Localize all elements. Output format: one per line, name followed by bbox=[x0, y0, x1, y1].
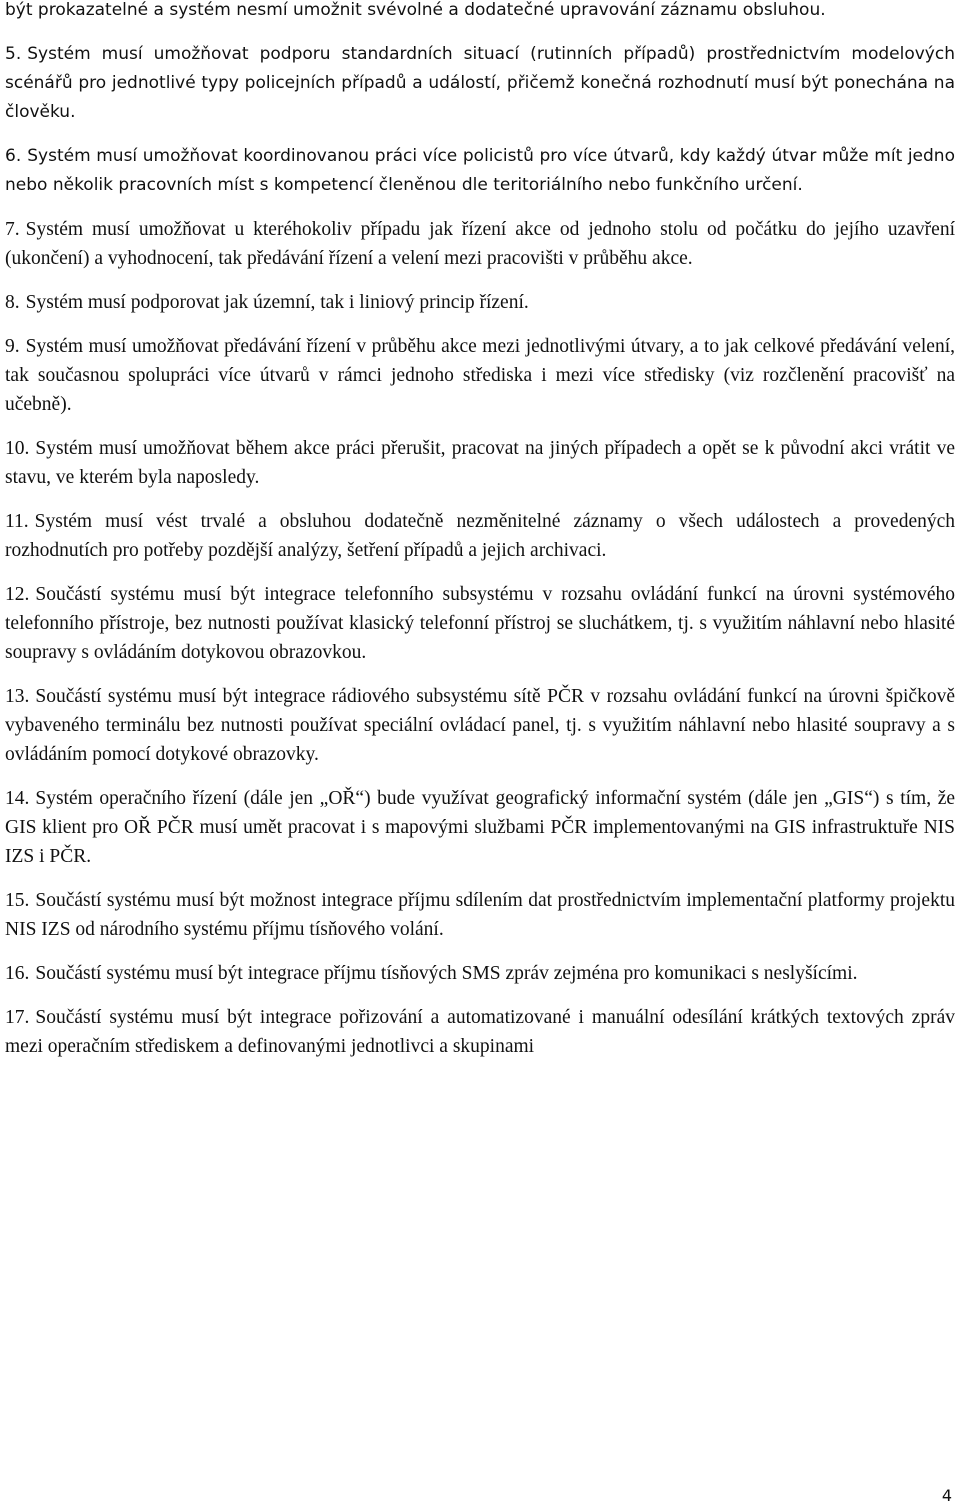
paragraph-text: být prokazatelné a systém nesmí umožnit svévolné a dodatečné upravování záznamu obsluhou. bbox=[5, 0, 826, 20]
paragraph-item-10 bbox=[5, 434, 955, 492]
paragraph-text: Součástí systému musí být integrace telefonního subsystému v rozsahu ovládání funkcí na úrovni systémového telefonního přístroje, bez nutnosti používat klasický telefonní přístroj se sluchátkem, tj. s využitím náhlavní nebo hlasité soupravy s ovládáním dotykovou obrazovkou. bbox=[5, 584, 955, 663]
paragraph-item-9 bbox=[5, 332, 955, 419]
paragraph-number: 13. bbox=[5, 686, 30, 707]
paragraph-item-7 bbox=[5, 215, 955, 273]
paragraph-text: Součástí systému musí být integrace pořizování a automatizované i manuální odesílání krátkých textových zpráv mezi operačním střediskem a definovanými jednotlivci a skupinami bbox=[5, 1007, 955, 1057]
paragraph-text: Systém musí podporovat jak územní, tak i liniový princip řízení. bbox=[25, 292, 529, 313]
paragraph-item-15 bbox=[5, 886, 955, 944]
paragraph-number: 15. bbox=[5, 890, 30, 911]
paragraph-continuation bbox=[5, 0, 955, 25]
paragraph-text: Systém musí umožňovat podporu standardních situací (rutinních případů) prostřednictvím modelových scénářů pro jednotlivé typy policejních případů a událostí, přičemž konečná rozhodnutí musí být ponechána na člověku. bbox=[5, 44, 955, 122]
paragraph-item-17 bbox=[5, 1003, 955, 1061]
paragraph-text: Součástí systému musí být integrace rádiového subsystému sítě PČR v rozsahu ovládání funkcí na úrovni špičkově vybaveného terminálu bez nutnosti používat speciální ovládací panel, tj. s využitím náhlavní nebo hlasité soupravy a s ovládáním pomocí dotykové obrazovky. bbox=[5, 686, 955, 765]
paragraph-text: Systém musí vést trvalé a obsluhou dodatečně nezměnitelné záznamy o všech událostech a provedených rozhodnutích pro potřeby pozdější analýzy, šetření případů a jejich archivaci. bbox=[5, 511, 955, 561]
paragraph-number: 16. bbox=[5, 963, 30, 984]
page-number: 4 bbox=[941, 1486, 952, 1505]
paragraph-text: Systém operačního řízení (dále jen „OŘ“) bude využívat geografický informační systém (dále jen „GIS“) s tím, že GIS klient pro OŘ PČR musí umět pracovat i s mapovými službami PČR implementovanými na GIS infrastruktuře NIS IZS i PČR. bbox=[5, 788, 955, 867]
paragraph-item-16 bbox=[5, 959, 955, 988]
document-body bbox=[5, 0, 955, 1061]
paragraph-number: 12. bbox=[5, 584, 30, 605]
paragraph-item-11 bbox=[5, 507, 955, 565]
paragraph-number: 10. bbox=[5, 438, 30, 459]
paragraph-text: Systém musí umožňovat předávání řízení v průběhu akce mezi jednotlivými útvary, a to jak celkové předávání velení, tak současnou spolupráci více útvarů v rámci jednoho střediska i mezi více středisky (viz rozčlenění pracovišť na učebně). bbox=[5, 336, 955, 415]
paragraph-text: Systém musí umožňovat během akce práci přerušit, pracovat na jiných případech a opět se k původní akci vrátit ve stavu, ve kterém byla naposledy. bbox=[5, 438, 955, 488]
paragraph-item-13 bbox=[5, 682, 955, 769]
paragraph-text: Systém musí umožňovat koordinovanou práci více policistů pro více útvarů, kdy každý útvar může mít jedno nebo několik pracovních míst s kompetencí členěnou dle teritoriálního nebo funkčního určení. bbox=[5, 146, 955, 195]
paragraph-text: Součástí systému musí být integrace příjmu tísňových SMS zpráv zejména pro komunikaci s neslyšícími. bbox=[35, 963, 858, 984]
paragraph-text: Součástí systému musí být možnost integrace příjmu sdílením dat prostřednictvím implementační platformy projektu NIS IZS od národního systému příjmu tísňového volání. bbox=[5, 890, 955, 940]
paragraph-number: 9. bbox=[5, 336, 20, 357]
paragraph-number: 7. bbox=[5, 219, 20, 240]
paragraph-number: 14. bbox=[5, 788, 30, 809]
paragraph-item-6 bbox=[5, 142, 955, 200]
paragraph-item-14 bbox=[5, 784, 955, 871]
paragraph-item-8 bbox=[5, 288, 955, 317]
paragraph-number: 11. bbox=[5, 511, 29, 532]
paragraph-text: Systém musí umožňovat u kteréhokoliv případu jak řízení akce od jednoho stolu od počátku do jejího uzavření (ukončení) a vyhodnocení, tak předávání řízení a velení mezi pracovišti v průběhu akce. bbox=[5, 219, 955, 269]
paragraph-item-5 bbox=[5, 40, 955, 127]
paragraph-number: 5. bbox=[5, 44, 22, 64]
paragraph-number: 8. bbox=[5, 292, 20, 313]
paragraph-number: 17. bbox=[5, 1007, 30, 1028]
paragraph-item-12 bbox=[5, 580, 955, 667]
paragraph-number: 6. bbox=[5, 146, 22, 166]
